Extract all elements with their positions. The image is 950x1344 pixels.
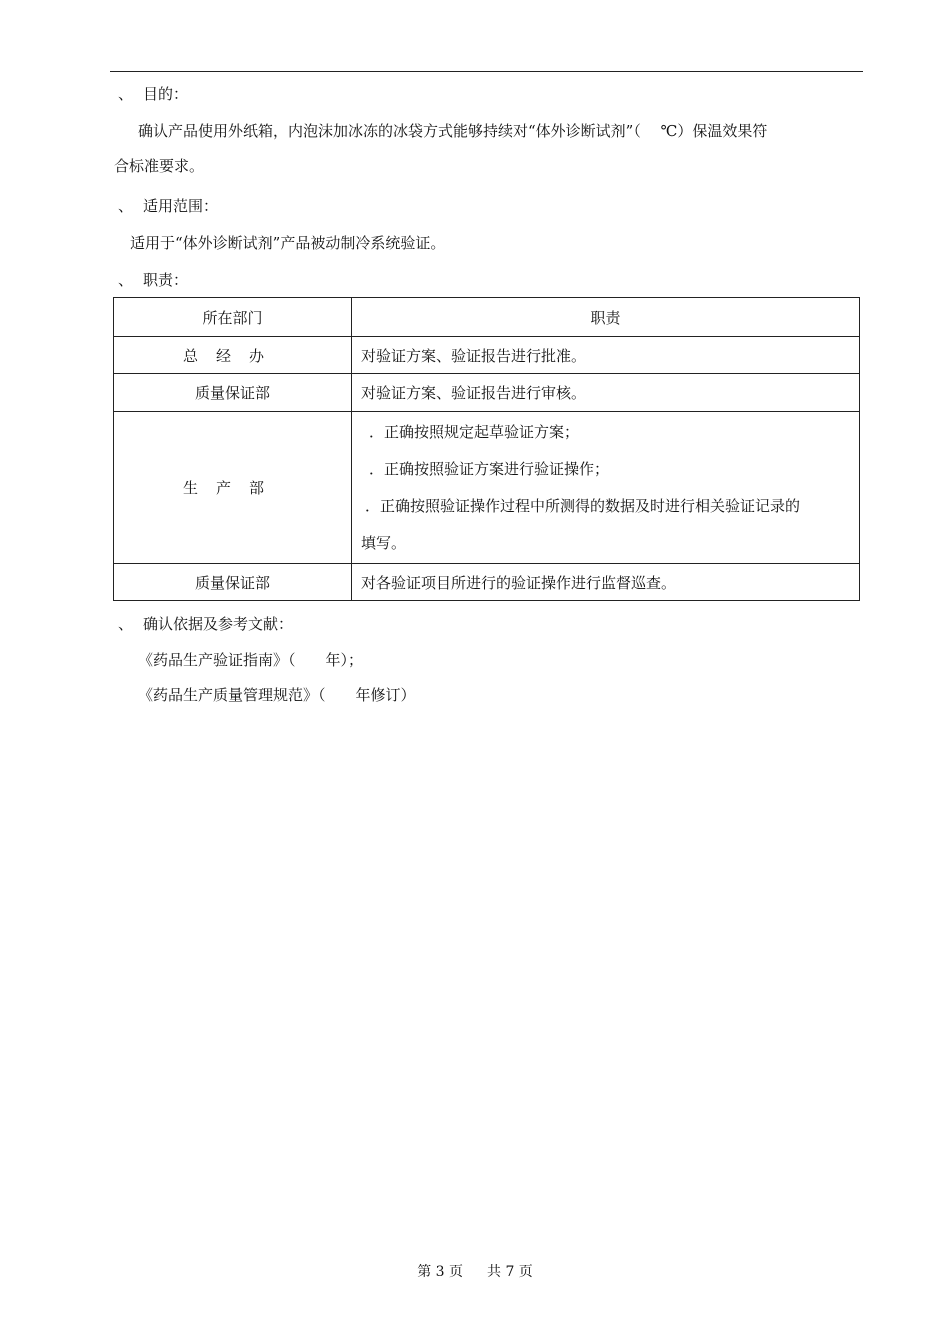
section-mark: 、: [118, 615, 134, 633]
duty-cell: [352, 412, 860, 564]
section-scope-heading: [118, 196, 218, 216]
dept-cell: 质量保证部: [114, 374, 352, 412]
section-purpose-heading: [118, 84, 188, 104]
duty-item: ．正确按照规定起草验证方案；: [369, 422, 580, 441]
section-mark: 、: [118, 197, 134, 215]
section-references-heading: [118, 614, 293, 634]
section-title: 职责：: [143, 271, 189, 289]
dept-cell: 生产部: [114, 412, 352, 564]
purpose-text-line1: 确认产品使用外纸箱，内泡沫加冰冻的冰袋方式能够持续对“体外诊断试剂”（ ℃）保温效果符: [138, 122, 768, 140]
page-number: 第 3 页: [417, 1264, 463, 1280]
dept-cell: 质量保证部: [114, 564, 352, 601]
table-row: [114, 374, 860, 412]
section-title: 目的：: [143, 85, 189, 103]
table-row: [114, 412, 860, 564]
section-title: 确认依据及参考文献：: [143, 615, 294, 633]
section-title: 适用范围：: [143, 197, 219, 215]
section-mark: 、: [118, 85, 134, 103]
header-duty: 职责: [352, 298, 860, 337]
table-header-row: [114, 298, 860, 337]
duty-item: 填写。: [361, 533, 407, 552]
purpose-text-line2: 合标准要求。: [114, 157, 205, 175]
page-total: 共 7 页: [487, 1264, 533, 1280]
table-row: [114, 337, 860, 374]
duty-item: ．正确按照验证操作过程中所测得的数据及时进行相关验证记录的: [365, 496, 801, 515]
duty-cell: 对各验证项目所进行的验证操作进行监督巡查。: [352, 564, 860, 601]
duty-cell: 对验证方案、验证报告进行批准。: [352, 337, 860, 374]
duty-item: ．正确按照验证方案进行验证操作；: [369, 459, 610, 478]
reference-item: 《药品生产质量管理规范》（ 年修订）: [138, 686, 416, 704]
header-rule: [110, 71, 863, 72]
reference-item: 《药品生产验证指南》（ 年）；: [138, 651, 364, 669]
duty-cell: 对验证方案、验证报告进行审核。: [352, 374, 860, 412]
header-department: 所在部门: [114, 298, 352, 337]
dept-cell: 总经办: [114, 337, 352, 374]
section-mark: 、: [118, 271, 134, 289]
responsibility-table: [113, 297, 860, 601]
section-responsibility-heading: [118, 270, 188, 290]
scope-text: 适用于“体外诊断试剂”产品被动制冷系统验证。: [130, 234, 446, 252]
table-row: [114, 564, 860, 601]
page-footer: [0, 1261, 950, 1281]
